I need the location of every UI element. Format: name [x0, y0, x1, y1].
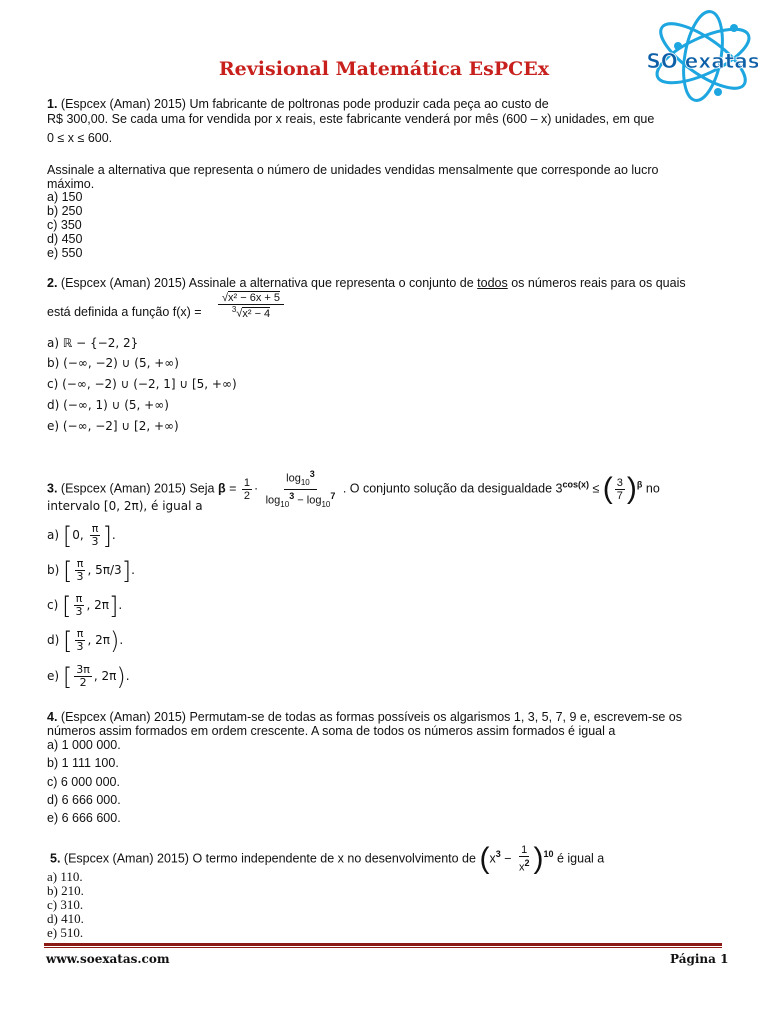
q3-a-num: π — [91, 522, 99, 535]
q3-d-tail: , 2π — [87, 633, 111, 647]
q2-todos: todos — [477, 276, 508, 290]
q2-numerator: x² − 6x + 5 — [228, 292, 281, 304]
q3-exponent: cos(x) — [562, 479, 589, 490]
q3-text-b: . O conjunto solução da desigualdade 3 — [342, 481, 563, 496]
q3-log-fraction: $\frac{\log_{10}^3}{\log_{10}^3 - \log_{10}^7}$ — [265, 469, 336, 509]
q1-line3: 0 ≤ x ≤ 600. — [47, 131, 113, 145]
q3-text-c: no — [645, 481, 660, 496]
q3-a-label: a) — [47, 528, 60, 542]
q3-option-e: e) [ $\frac{3\pi}{2}$ , 2π). — [47, 662, 130, 691]
q3-e-tail: , 2π — [93, 669, 117, 683]
q3-line2: intervalo [0, 2π), é igual a — [47, 499, 203, 513]
q3-option-d: d) [ $\frac{\pi}{3}$ , 2π). — [47, 626, 124, 655]
q1-number: 1. — [47, 97, 58, 111]
q4-text: (Espcex (Aman) 2015) Permutam-se de todas as formas possíveis os algarismos 1, 3, 5, 7, 9 e, escrevem-se os — [60, 710, 683, 724]
q3-option-b: b) [ $\frac{\pi}{3}$ , 5π/3]. — [47, 556, 135, 585]
q5-number: 5. — [50, 851, 61, 866]
q2-denominator: x² − 4 — [242, 307, 271, 320]
q3-e-num: 3π — [76, 663, 90, 676]
q5-option-a: a) 110. — [47, 869, 83, 884]
q5-option-d: d) 410. — [47, 911, 84, 926]
q2-line2: está definida a função f(x) = — [47, 305, 202, 319]
footer-website[interactable]: www.soexatas.com — [46, 952, 170, 966]
q3-option-c: c) [ $\frac{\pi}{3}$ , 2π]. — [47, 591, 123, 620]
footer-rule-thin — [44, 947, 722, 948]
q2-option-a: a) ℝ − {−2, 2} — [47, 336, 139, 350]
q3-b-label: b) — [47, 563, 60, 577]
q3-number: 3. — [47, 481, 58, 496]
q4-option-d: d) 6 666 000. — [47, 793, 121, 807]
q1-line4: Assinale a alternativa que representa o número de unidades vendidas mensalmente que corresponde ao lucro — [47, 163, 659, 177]
q3-d-num: π — [76, 627, 84, 640]
q3-c-tail: , 2π — [86, 598, 109, 612]
q1-line1 — [47, 97, 549, 112]
q1-option-a: a) 150 — [47, 190, 83, 204]
q2-number: 2. — [47, 276, 58, 290]
q3-d-label: d) — [47, 633, 60, 647]
logo-text: SO exatas — [648, 49, 758, 73]
q5-line1: 5. (Espcex (Aman) 2015) O termo independente de x no desenvolvimento de ($x^3$ − $\frac{1}{x^2}$ )$^{10}$ é igual a — [50, 842, 605, 875]
q3-a-left: 0, — [72, 528, 88, 542]
q3-half-fraction: $\frac{1}{2}$ — [243, 476, 250, 502]
page-title: Revisional Matemática EsPCEx — [218, 58, 550, 80]
q3-e-den: 2 — [79, 676, 87, 689]
q3-beta: β — [217, 481, 226, 496]
q3-c-den: 3 — [75, 605, 83, 618]
q2-option-c: c) (−∞, −2) ∪ (−2, 1] ∪ [5, +∞) — [47, 377, 237, 391]
q4-option-a: a) 1 000 000. — [47, 738, 121, 752]
q1-line5: máximo. — [47, 177, 95, 191]
q3-a-den: 3 — [91, 535, 99, 548]
q2-function-fraction: √x² − 6x + 5 $^3$√x² − 4 — [218, 292, 284, 320]
q5-option-c: c) 310. — [47, 897, 84, 912]
q3-b-tail: 5π/3 — [95, 563, 122, 577]
q5-fraction: $\frac{1}{x^2}$ — [518, 844, 530, 874]
q1-option-b: b) 250 — [47, 204, 83, 218]
q3-3-7-fraction: $\frac{3}{7}$ — [616, 476, 623, 502]
q1-option-d: d) 450 — [47, 232, 83, 246]
q3-b-den: 3 — [76, 570, 84, 583]
q2-text-c: os números reais para os quais — [507, 276, 686, 290]
q3-d-den: 3 — [76, 640, 84, 653]
q4-option-b: b) 1 111 100. — [47, 756, 119, 770]
q5-option-b: b) 210. — [47, 883, 84, 898]
q4-line1 — [47, 710, 682, 725]
q3-text-a: (Espcex (Aman) 2015) Seja — [60, 481, 215, 496]
q3-c-label: c) — [47, 598, 59, 612]
q4-number: 4. — [47, 710, 58, 724]
footer-page-number: Página 1 — [670, 952, 729, 966]
atom-logo-icon — [648, 6, 758, 106]
q5-text-a: (Espcex (Aman) 2015) O termo independente de x no desenvolvimento de — [63, 851, 476, 866]
q4-line2: números assim formados em ordem crescente. A soma de todos os números assim formados é igual a — [47, 724, 616, 738]
q2-text-a: (Espcex (Aman) 2015) Assinale a alternativa que representa o conjunto de — [60, 276, 478, 290]
q2-option-e: e) (−∞, −2] ∪ [2, +∞) — [47, 419, 179, 433]
q5-text-b: é igual a — [556, 851, 605, 866]
footer-rule — [44, 943, 722, 946]
q1-option-e: e) 550 — [47, 246, 83, 260]
q4-option-e: e) 6 666 600. — [47, 811, 121, 825]
q4-option-c: c) 6 000 000. — [47, 775, 120, 789]
q1-text: (Espcex (Aman) 2015) Um fabricante de poltronas pode produzir cada peça ao custo de — [60, 97, 549, 111]
q3-option-a: a) [0, $\frac{\pi}{3}$ ]. — [47, 521, 116, 550]
q2-option-d: d) (−∞, 1) ∪ (5, +∞) — [47, 398, 169, 412]
q2-option-b: b) (−∞, −2) ∪ (5, +∞) — [47, 356, 179, 370]
q1-option-c: c) 350 — [47, 218, 82, 232]
soexatas-logo — [648, 6, 758, 106]
q2-line1 — [47, 276, 686, 291]
q1-line2: R$ 300,00. Se cada uma for vendida por x reais, este fabricante venderá por mês (600 – x) unidades, em que — [47, 112, 655, 126]
q3-c-num: π — [75, 592, 83, 605]
q5-option-e: e) 510. — [47, 925, 84, 940]
q3-e-label: e) — [47, 669, 60, 683]
q3-line1: 3. (Espcex (Aman) 2015) Seja β = $\frac{1}{2}$ · $\frac{\log_{10}^3}{\log_{10}^3 - \log_{10}^7}$ . O conjunto solução da desigualdade $3^{cos(x)}$ ≤ ( $\frac{3}{7}$ )$^\beta$ no — [47, 469, 660, 509]
q3-b-num: π — [76, 557, 84, 570]
